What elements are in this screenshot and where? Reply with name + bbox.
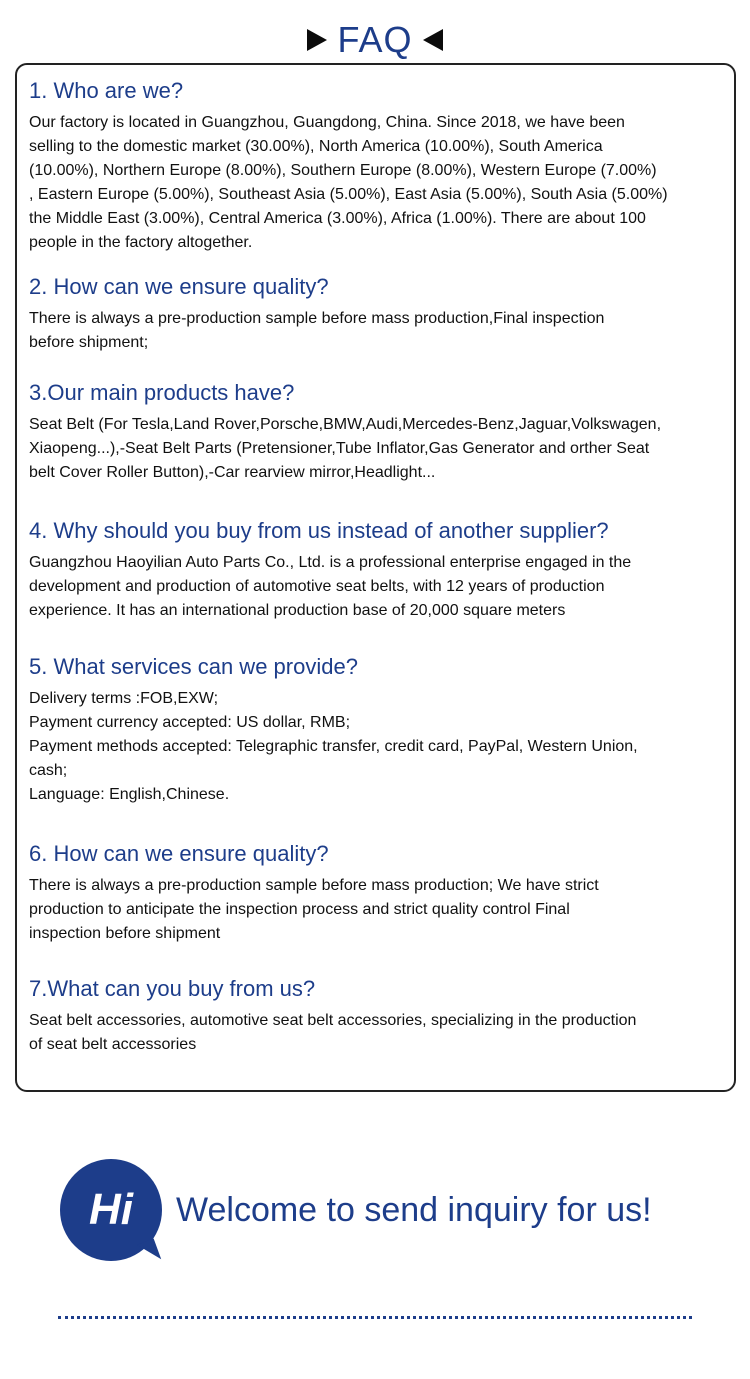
triangle-left-icon [423,29,443,51]
faq-question: 4. Why should you buy from us instead of another supplier? [29,518,609,543]
faq-item-2 [29,273,729,355]
faq-card [15,63,736,1092]
faq-answer: Seat belt accessories, automotive seat belt accessories, specializing in the production of seat belt accessories [29,1012,637,1053]
faq-question: 5. What services can we provide? [29,654,358,679]
faq-answer: Our factory is located in Guangzhou, Guangdong, China. Since 2018, we have been selling to the domestic market (30.00%), North America (10.00%), South America (10.00%), Northern Europe (8.00%), Southern Europe (8.00%), Western Europe (7.00%) , Eastern Europe (5.00%), Southeast Asia (5.00%), East Asia (5.00%), South Asia (5.00%) the Middle East (3.00%), Central America (3.00%), Africa (1.00%). There are about 100 people in the factory altogether. [29,114,668,251]
faq-answer: There is always a pre-production sample before mass production; We have strict production to anticipate the inspection process and strict quality control Final inspection before shipment [29,877,599,942]
faq-question: 2. How can we ensure quality? [29,274,329,299]
hi-label: Hi [89,1185,133,1234]
welcome-text: Welcome to send inquiry for us! [176,1191,652,1229]
inquiry-banner [60,1155,720,1265]
faq-item-1 [29,77,729,255]
triangle-right-icon [307,29,327,51]
faq-item-3 [29,379,729,485]
faq-question: 3.Our main products have? [29,380,295,405]
faq-item-4 [29,517,729,623]
faq-item-6 [29,840,729,946]
faq-question: 6. How can we ensure quality? [29,841,329,866]
faq-question: 1. Who are we? [29,78,184,103]
faq-question: 7.What can you buy from us? [29,976,316,1001]
faq-item-5 [29,653,729,807]
faq-header [0,18,750,62]
faq-item-7 [29,975,729,1057]
faq-answer: Seat Belt (For Tesla,Land Rover,Porsche,BMW,Audi,Mercedes-Benz,Jaguar,Volkswagen, Xiaopeng...),-Seat Belt Parts (Pretensioner,Tube Inflator,Gas Generator and orther Seat belt Cover Roller Button),-Car rearview mirror,Headlight... [29,416,662,481]
faq-answer: There is always a pre-production sample before mass production,Final inspection before shipment; [29,310,605,351]
hi-speech-bubble-icon [60,1159,162,1261]
page-title: FAQ [337,19,413,60]
faq-answer: Delivery terms :FOB,EXW; Payment currency accepted: US dollar, RMB; Payment methods accepted: Telegraphic transfer, credit card, PayPal, Western Union, cash; Language: English,Chinese. [29,690,638,803]
dotted-divider [58,1316,692,1319]
faq-answer: Guangzhou Haoyilian Auto Parts Co., Ltd. is a professional enterprise engaged in the development and production of automotive seat belts, with 12 years of production experience. It has an international production base of 20,000 square meters [29,554,632,619]
